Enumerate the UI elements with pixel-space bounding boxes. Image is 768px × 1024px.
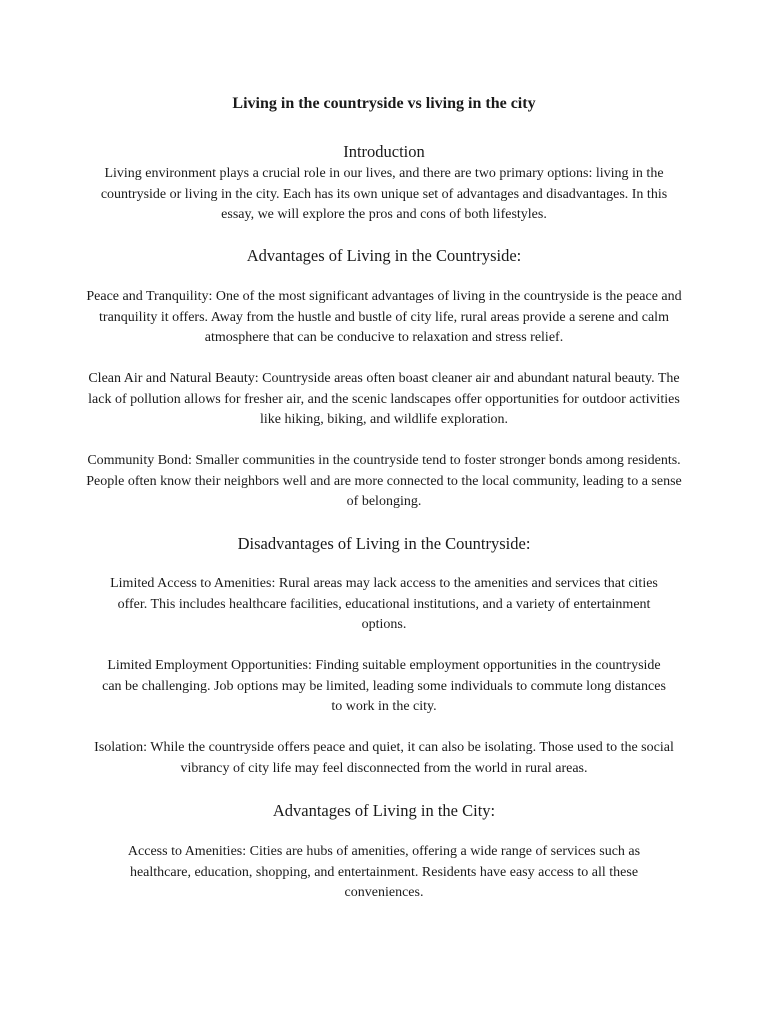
- limited-employment-paragraph: Limited Employment Opportunities: Finding suitable employment opportunities in the countryside can be challenging. Job options may be limited, leading some individuals to commute long distances to work in the city.: [102, 658, 666, 714]
- city-advantages-heading: Advantages of Living in the City:: [272, 801, 496, 820]
- peace-tranquility-paragraph: Peace and Tranquility: One of the most significant advantages of living in the countryside is the peace and tranquility it offers. Away from the hustle and bustle of city life, rural areas provide a serene and calm atmosphere that can be conducive to relaxation and stress relief.: [86, 289, 682, 345]
- limited-amenities-paragraph: Limited Access to Amenities: Rural areas may lack access to the amenities and services that cities offer. This includes healthcare facilities, educational institutions, and a variety of entertainment options.: [110, 576, 658, 632]
- isolation-paragraph: Isolation: While the countryside offers peace and quiet, it can also be isolating. Those used to the social vibrancy of city life may feel disconnected from the world in rural areas.: [94, 740, 674, 776]
- countryside-advantages-heading: Advantages of Living in the Countryside:: [246, 246, 522, 265]
- countryside-disadvantages-heading: Disadvantages of Living in the Countryside:: [237, 534, 531, 553]
- introduction-heading: Introduction: [343, 142, 425, 161]
- introduction-paragraph: Living environment plays a crucial role in our lives, and there are two primary options: living in the countryside or living in the city. Each has its own unique set of advantages and disadvantages. In this essay, we will explore the pros and cons of both lifestyles.: [100, 166, 668, 222]
- document-title: Living in the countryside vs living in the city: [232, 95, 536, 112]
- clean-air-paragraph: Clean Air and Natural Beauty: Countryside areas often boast cleaner air and abundant natural beauty. The lack of pollution allows for fresher air, and the scenic landscapes offer opportunities for outdoor activities like hiking, biking, and wildlife exploration.: [88, 371, 680, 427]
- community-bond-paragraph: Community Bond: Smaller communities in the countryside tend to foster stronger bonds among residents. People often know their neighbors well and are more connected to the local community, leading to a sense of belonging.: [86, 453, 682, 509]
- city-amenities-paragraph: Access to Amenities: Cities are hubs of amenities, offering a wide range of services such as healthcare, education, shopping, and entertainment. Residents have easy access to all these conveniences.: [127, 844, 641, 900]
